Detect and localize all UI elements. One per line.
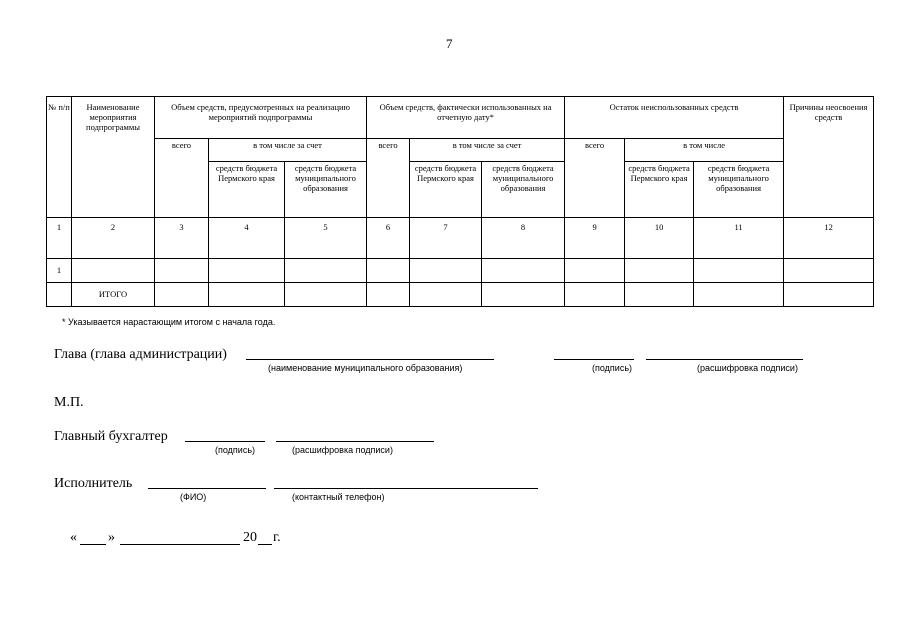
- head-decoding-caption: (расшифровка подписи): [697, 363, 798, 373]
- head-decoding-line: [646, 359, 803, 360]
- footnote: * Указывается нарастающим итогом с начала года.: [62, 317, 276, 327]
- executor-fio-caption: (ФИО): [180, 492, 207, 502]
- executor-fio-line: [148, 488, 266, 489]
- table-cell: [155, 283, 209, 307]
- accountant-signature-line: [185, 441, 265, 442]
- table-cell: [410, 259, 482, 283]
- accountant-label: Главный бухгалтер: [54, 429, 168, 444]
- table-cell: [482, 283, 565, 307]
- column-number: 10: [625, 218, 694, 259]
- table-row: [47, 259, 874, 283]
- head-signature-line: [554, 359, 634, 360]
- column-number: 2: [72, 218, 155, 259]
- table-cell: [482, 259, 565, 283]
- table-cell: [209, 283, 285, 307]
- executor-phone-caption: (контактный телефон): [292, 492, 385, 502]
- table-cell: [209, 259, 285, 283]
- header-reasons: Причины неосвоения средств: [784, 97, 874, 218]
- header-actual-funds: Объем средств, фактически использованных на отчетную дату*: [367, 97, 565, 139]
- remaining-muni-header: средств бюджета муниципального образования: [694, 162, 784, 218]
- table-cell: [625, 259, 694, 283]
- actual-muni-header: средств бюджета муниципального образования: [482, 162, 565, 218]
- planned-incl-header: в том числе за счет: [209, 139, 367, 162]
- planned-total-header: всего: [155, 139, 209, 218]
- muni-name-line: [246, 359, 494, 360]
- date-year-prefix: 20: [243, 530, 257, 545]
- header-remaining-funds: Остаток неиспользованных средств: [565, 97, 784, 139]
- column-number: 4: [209, 218, 285, 259]
- total-label: ИТОГО: [72, 283, 155, 307]
- table-cell: [367, 283, 410, 307]
- muni-name-caption: (наименование муниципального образования): [268, 363, 463, 373]
- table-cell: [72, 259, 155, 283]
- date-year-suffix: г.: [273, 530, 281, 545]
- table-cell: [285, 259, 367, 283]
- planned-muni-header: средств бюджета муниципального образования: [285, 162, 367, 218]
- column-number: 6: [367, 218, 410, 259]
- remaining-incl-header: в том числе: [625, 139, 784, 162]
- date-open-quote: «: [70, 530, 77, 545]
- table-cell: [285, 283, 367, 307]
- report-table: [46, 96, 874, 307]
- actual-incl-header: в том числе за счет: [410, 139, 565, 162]
- column-number: 1: [47, 218, 72, 259]
- table-cell: [565, 283, 625, 307]
- table-cell: [155, 259, 209, 283]
- remaining-total-header: всего: [565, 139, 625, 218]
- accountant-decoding-line: [276, 441, 434, 442]
- remaining-krai-header: средств бюджета Пермского края: [625, 162, 694, 218]
- date-day-line: [80, 544, 106, 545]
- date-close-quote: »: [108, 530, 115, 545]
- column-number: 5: [285, 218, 367, 259]
- actual-krai-header: средств бюджета Пермского края: [410, 162, 482, 218]
- planned-krai-header: средств бюджета Пермского края: [209, 162, 285, 218]
- header-activity-name: Наименование мероприятия подпрограммы: [72, 97, 155, 218]
- table-cell: [784, 283, 874, 307]
- accountant-decoding-caption: (расшифровка подписи): [292, 445, 393, 455]
- executor-label: Исполнитель: [54, 476, 133, 491]
- table-cell: [367, 259, 410, 283]
- table-cell: [784, 259, 874, 283]
- column-number: 11: [694, 218, 784, 259]
- column-number: 8: [482, 218, 565, 259]
- column-number: 12: [784, 218, 874, 259]
- row-number: 1: [47, 259, 72, 283]
- stamp-label: М.П.: [54, 395, 84, 410]
- table-cell: [694, 259, 784, 283]
- accountant-signature-caption: (подпись): [215, 445, 256, 455]
- date-month-line: [120, 544, 240, 545]
- actual-total-header: всего: [367, 139, 410, 218]
- table-cell: [410, 283, 482, 307]
- page-number: 7: [446, 36, 453, 51]
- table-cell: [47, 283, 72, 307]
- head-label: Глава (глава администрации): [54, 347, 227, 362]
- table-cell: [625, 283, 694, 307]
- total-row: [47, 283, 874, 307]
- column-number: 3: [155, 218, 209, 259]
- head-signature-caption: (подпись): [592, 363, 633, 373]
- date-year-line: [258, 544, 272, 545]
- executor-phone-line: [274, 488, 538, 489]
- header-planned-funds: Объем средств, предусмотренных на реализацию мероприятий подпрограммы: [155, 97, 367, 139]
- table-cell: [565, 259, 625, 283]
- table-cell: [694, 283, 784, 307]
- column-number: 7: [410, 218, 482, 259]
- header-no: № п/п: [47, 97, 72, 218]
- column-number: 9: [565, 218, 625, 259]
